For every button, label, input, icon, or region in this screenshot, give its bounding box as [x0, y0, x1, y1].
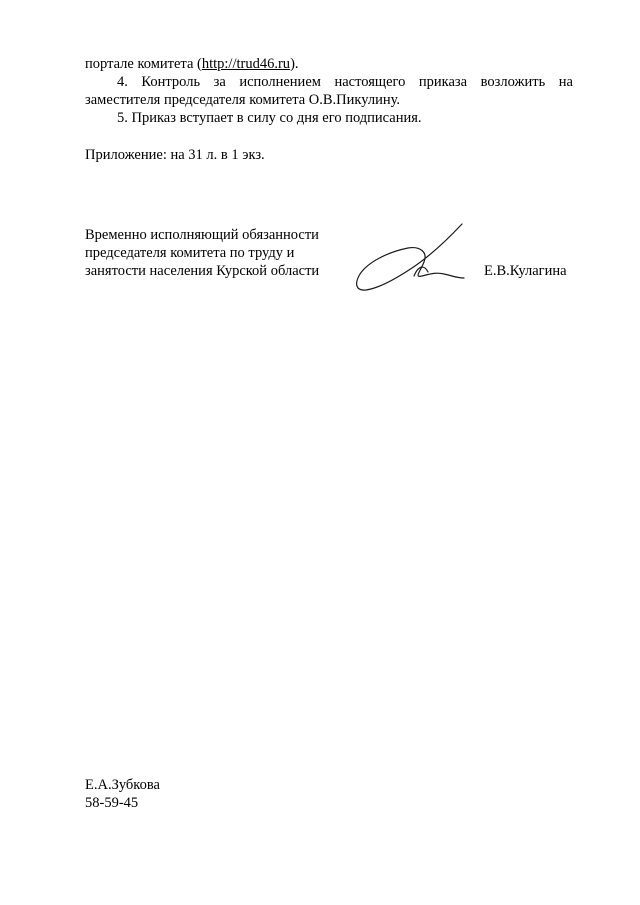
appendix-line: Приложение: на 31 л. в 1 экз.: [85, 147, 265, 163]
signer-title-line-3: занятости населения Курской области: [85, 263, 320, 279]
executor-phone: 58-59-45: [85, 795, 139, 811]
item-5: 5. Приказ вступает в силу со дня его подписания.: [117, 110, 422, 126]
portal-line-prefix: портале комитета (: [85, 56, 202, 72]
portal-line-suffix: ).: [290, 56, 299, 72]
signer-title-line-1: Временно исполняющий обязанности: [85, 227, 319, 243]
item-4-line-1: 4. Контроль за исполнением настоящего приказа возложить на: [117, 74, 573, 90]
portal-line: [85, 55, 299, 73]
handwritten-signature: [352, 218, 492, 296]
executor-name: Е.А.Зубкова: [85, 777, 160, 793]
item-4-line-2: заместителя председателя комитета О.В.Пикулину.: [85, 92, 401, 108]
signer-title-line-2: председателя комитета по труду и: [85, 245, 295, 261]
committee-portal-link[interactable]: http://trud46.ru: [201, 56, 291, 72]
signer-name: Е.В.Кулагина: [484, 263, 567, 279]
